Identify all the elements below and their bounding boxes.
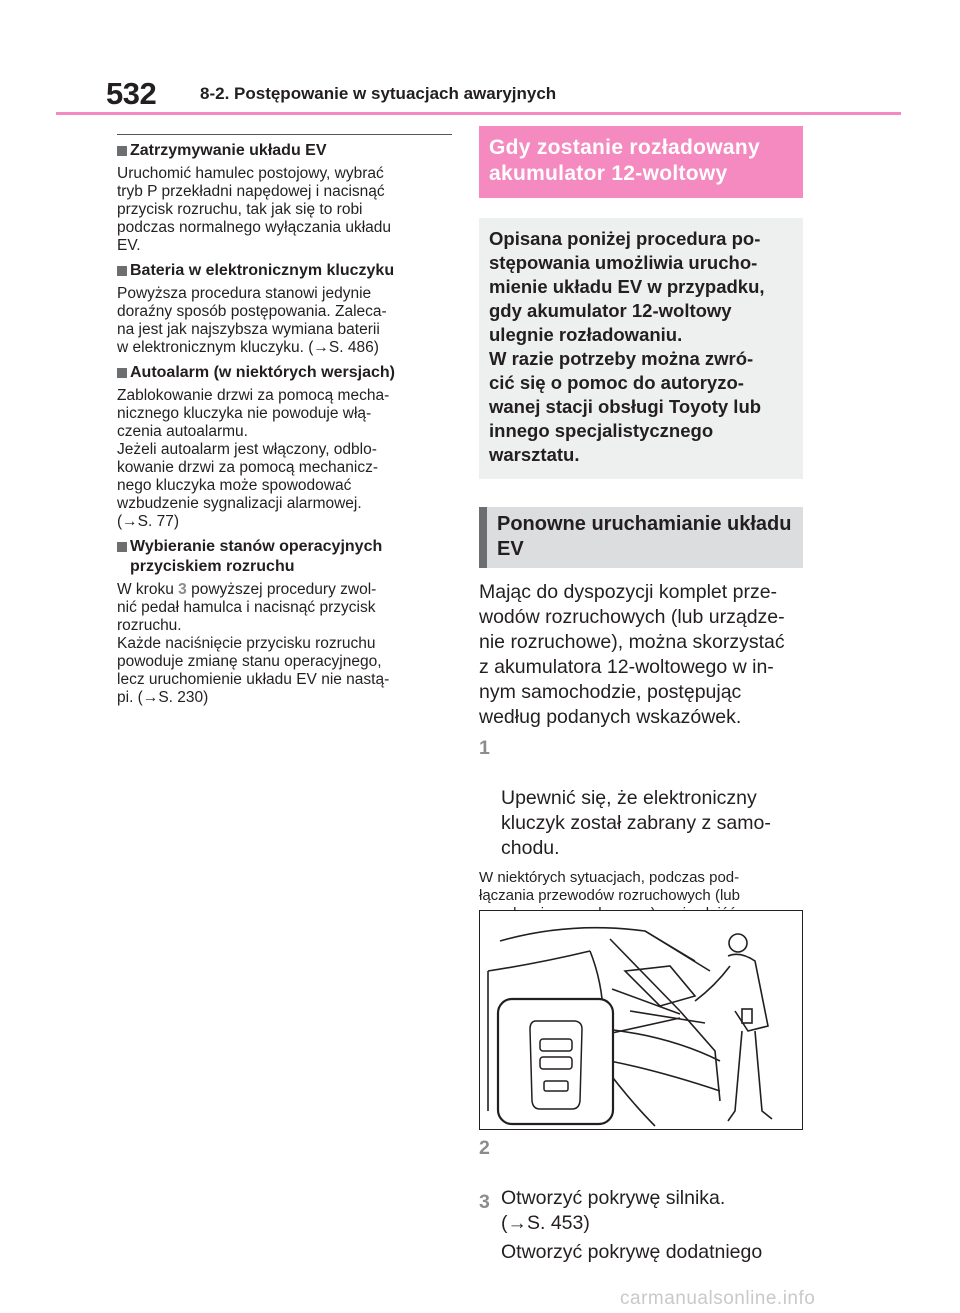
- text-autoalarm: Zablokowanie drzwi za pomocą mecha- nicznego kluczyka nie powoduje włą- czenia autoalarmu. Jeżeli autoalarm jest włączony, odblo- kowanie drzwi za pomocą mechanicz- nego kluczyka może spowodować wzbudzenie sygnalizacji alarmowej. (→S. 77): [117, 387, 390, 530]
- page-number: 532: [106, 76, 157, 111]
- subheading-ev-stop: Zatrzymywanie układu EV: [117, 141, 452, 161]
- section-title: 8-2. Postępowanie w sytuacjach awaryjnych: [200, 84, 557, 103]
- bullet-square-icon: [117, 542, 127, 552]
- bullet-square-icon: [117, 266, 127, 276]
- illustration-car-door: [479, 910, 803, 1130]
- subheading-autoalarm: Autoalarm (w niektórych wersjach): [117, 363, 452, 383]
- text-key-battery: Powyższa procedura stanowi jedynie doraźny sposób postępowania. Zaleca- na jest jak najszybsza wymiana baterii w elektronicznym kluczyku. (→S. 486): [117, 285, 387, 356]
- subheading-operating-modes: Wybieranie stanów operacyjnych przyciskiem rozruchu: [117, 537, 452, 577]
- car-door-key-illustration: [480, 911, 802, 1129]
- page-header: [0, 0, 960, 118]
- intro-box: Opisana poniżej procedura po- stępowania umożliwia urucho- mienie układu EV w przypadku, gdy akumulator 12-woltowy ulegnie rozładowaniu. W razie potrzeby można zwró- cić się o pomoc do autoryzo- wanej stacji obsługi Toyoty lub innego specjalistycznego warsztatu.: [479, 218, 803, 479]
- section-heading: Ponowne uruchamianie układu EV: [479, 507, 803, 568]
- subheading-key-battery: Bateria w elektronicznym kluczyku: [117, 261, 452, 281]
- left-column: [117, 134, 452, 711]
- step-number: 3: [479, 1191, 490, 1213]
- step-2: 2 Otworzyć pokrywę silnika. (→S. 453): [479, 1137, 726, 1234]
- note-alarm: W niektórych sytuacjach, podczas pod- łączania przewodów rozruchowych (lub: [479, 869, 740, 904]
- step-reference: 3: [178, 581, 187, 598]
- header-divider: [56, 112, 901, 115]
- watermark: carmanualsonline.info: [620, 1288, 816, 1309]
- bullet-square-icon: [117, 146, 127, 156]
- step-1: 1 Upewnić się, że elektroniczny kluczyk został zabrany z samo- chodu.: [479, 737, 771, 859]
- column-top-rule: [117, 134, 452, 135]
- step-number: 2: [479, 1137, 490, 1159]
- step-3: 3 Otworzyć pokrywę dodatniego: [479, 1191, 763, 1263]
- step-number: 1: [479, 737, 490, 759]
- text-ev-stop: Uruchomić hamulec postojowy, wybrać tryb P przekładni napędowej i nacisnąć przycisk rozruchu, tak jak się to robi podczas normalnego wyłączania układu EV.: [117, 165, 391, 254]
- right-column: [479, 126, 803, 959]
- text-operating-modes: W kroku 3 powyższej procedury zwol- nić pedał hamulca i nacisnąć przycisk rozruchu. Każde naciśnięcie przycisku rozruchu powoduje zmianę stanu operacyjnego, lecz uruchomienie układu EV nie nastą- pi. (→S. 230): [117, 581, 390, 706]
- bullet-square-icon: [117, 368, 127, 378]
- intro-paragraph: Mając do dyspozycji komplet prze- wodów rozruchowych (lub urządze- nie rozruchowe), można skorzystać z akumulatora 12-woltowego w in- nym samochodzie, postępując według podanych wskazówek.: [479, 581, 785, 728]
- chapter-heading: Gdy zostanie rozładowany akumulator 12-woltowy: [479, 126, 803, 198]
